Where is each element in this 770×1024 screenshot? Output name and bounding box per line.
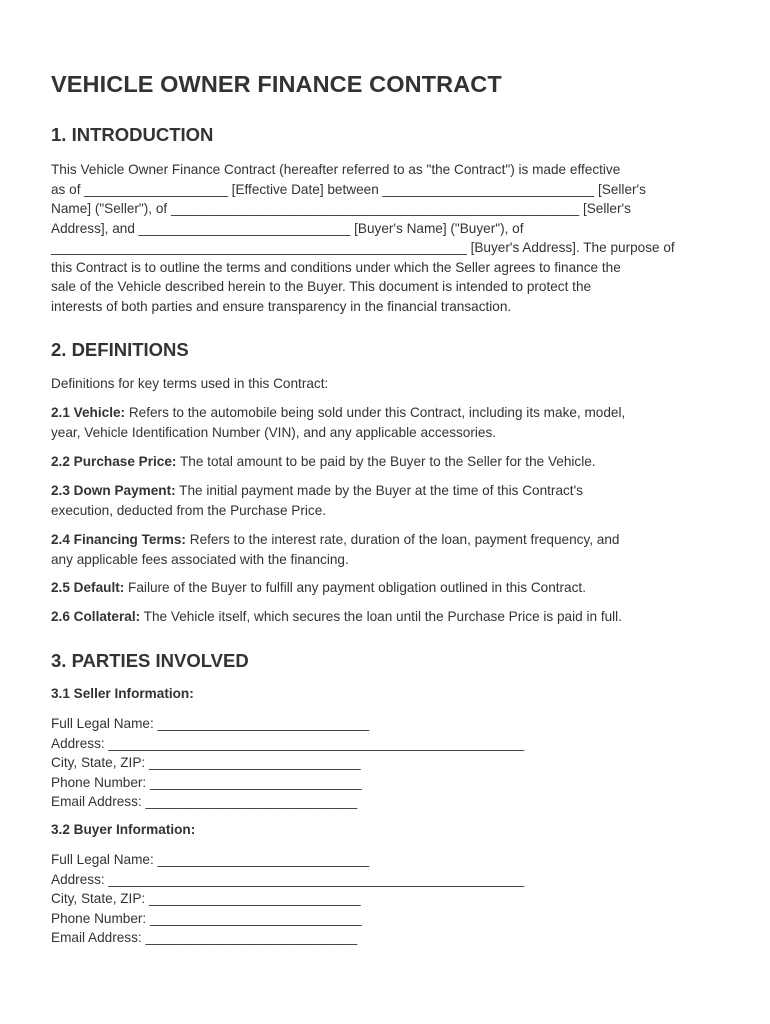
definition-vehicle (51, 403, 716, 442)
definition-text: Refers to the interest rate, duration of the loan, payment frequency, and (185, 532, 620, 547)
definition-text: The total amount to be paid by the Buyer to the Seller for the Vehicle. (176, 454, 596, 469)
definition-purchase-price (51, 452, 716, 472)
definition-financing-terms (51, 530, 716, 569)
definitions-intro: Definitions for key terms used in this Contract: (51, 376, 329, 391)
paragraph-line: sale of the Vehicle described herein to the Buyer. This document is intended to protect the (51, 279, 592, 294)
definition-text: The Vehicle itself, which secures the loan until the Purchase Price is paid in full. (140, 609, 622, 624)
buyer-address-field[interactable]: Address: _______________________________________________________ (51, 871, 525, 887)
seller-address-field[interactable]: Address: _______________________________________________________ (51, 735, 525, 751)
seller-email-address-field[interactable]: Email Address: ____________________________ (51, 794, 358, 809)
definition-default (51, 578, 716, 598)
definition-collateral (51, 607, 716, 627)
definition-term: 2.1 Vehicle: (51, 405, 126, 420)
paragraph-line: Name] ("Seller"), of ______________________________________________________ [Seller's (51, 201, 631, 216)
section-heading-definitions: 2. DEFINITIONS (51, 339, 189, 360)
buyer-information-fields (51, 850, 524, 948)
seller-information-heading: 3.1 Seller Information: (51, 686, 194, 701)
paragraph-line: _______________________________________________________ [Buyer's Address]. The purpose of (51, 240, 675, 255)
buyer-city-state-zip-field[interactable]: City, State, ZIP: ____________________________ (51, 891, 361, 906)
document-title: VEHICLE OWNER FINANCE CONTRACT (51, 71, 502, 97)
definition-term: 2.3 Down Payment: (51, 483, 176, 498)
definition-term: 2.2 Purchase Price: (51, 454, 177, 469)
buyer-information-heading: 3.2 Buyer Information: (51, 822, 196, 837)
paragraph-line: This Vehicle Owner Finance Contract (hereafter referred to as "the Contract") is made effective (51, 162, 621, 177)
definition-term: 2.5 Default: (51, 580, 125, 595)
definition-down-payment (51, 481, 716, 520)
definition-text: Failure of the Buyer to fulfill any payment obligation outlined in this Contract. (124, 580, 586, 595)
definition-text: year, Vehicle Identification Number (VIN), and any applicable accessories. (51, 424, 497, 440)
buyer-email-address-field[interactable]: Email Address: ____________________________ (51, 930, 358, 945)
paragraph-line: as of ___________________ [Effective Date] between ____________________________ [Seller's (51, 181, 646, 197)
section-heading-parties: 3. PARTIES INVOLVED (51, 650, 249, 671)
definition-term: 2.4 Financing Terms: (51, 532, 186, 547)
seller-information-fields (51, 714, 524, 812)
paragraph-line: Address], and ____________________________ [Buyer's Name] ("Buyer"), of (51, 220, 524, 236)
seller-city-state-zip-field[interactable]: City, State, ZIP: ____________________________ (51, 755, 361, 770)
buyer-phone-number-field[interactable]: Phone Number: ____________________________ (51, 910, 362, 926)
paragraph-line: interests of both parties and ensure transparency in the financial transaction. (51, 298, 512, 314)
section-heading-introduction: 1. INTRODUCTION (51, 124, 214, 145)
definition-text: Refers to the automobile being sold under this Contract, including its make, model, (125, 405, 626, 420)
definition-term: 2.6 Collateral: (51, 609, 141, 624)
seller-full-legal-name-field[interactable]: Full Legal Name: ____________________________ (51, 716, 370, 731)
definition-text: The initial payment made by the Buyer at the time of this Contract's (175, 483, 583, 498)
seller-phone-number-field[interactable]: Phone Number: ____________________________ (51, 774, 362, 790)
introduction-paragraph (51, 160, 716, 316)
buyer-full-legal-name-field[interactable]: Full Legal Name: ____________________________ (51, 852, 370, 867)
paragraph-line: this Contract is to outline the terms and conditions under which the Seller agrees to finance the (51, 259, 621, 275)
definition-text: execution, deducted from the Purchase Price. (51, 502, 327, 518)
definition-text: any applicable fees associated with the financing. (51, 551, 349, 567)
